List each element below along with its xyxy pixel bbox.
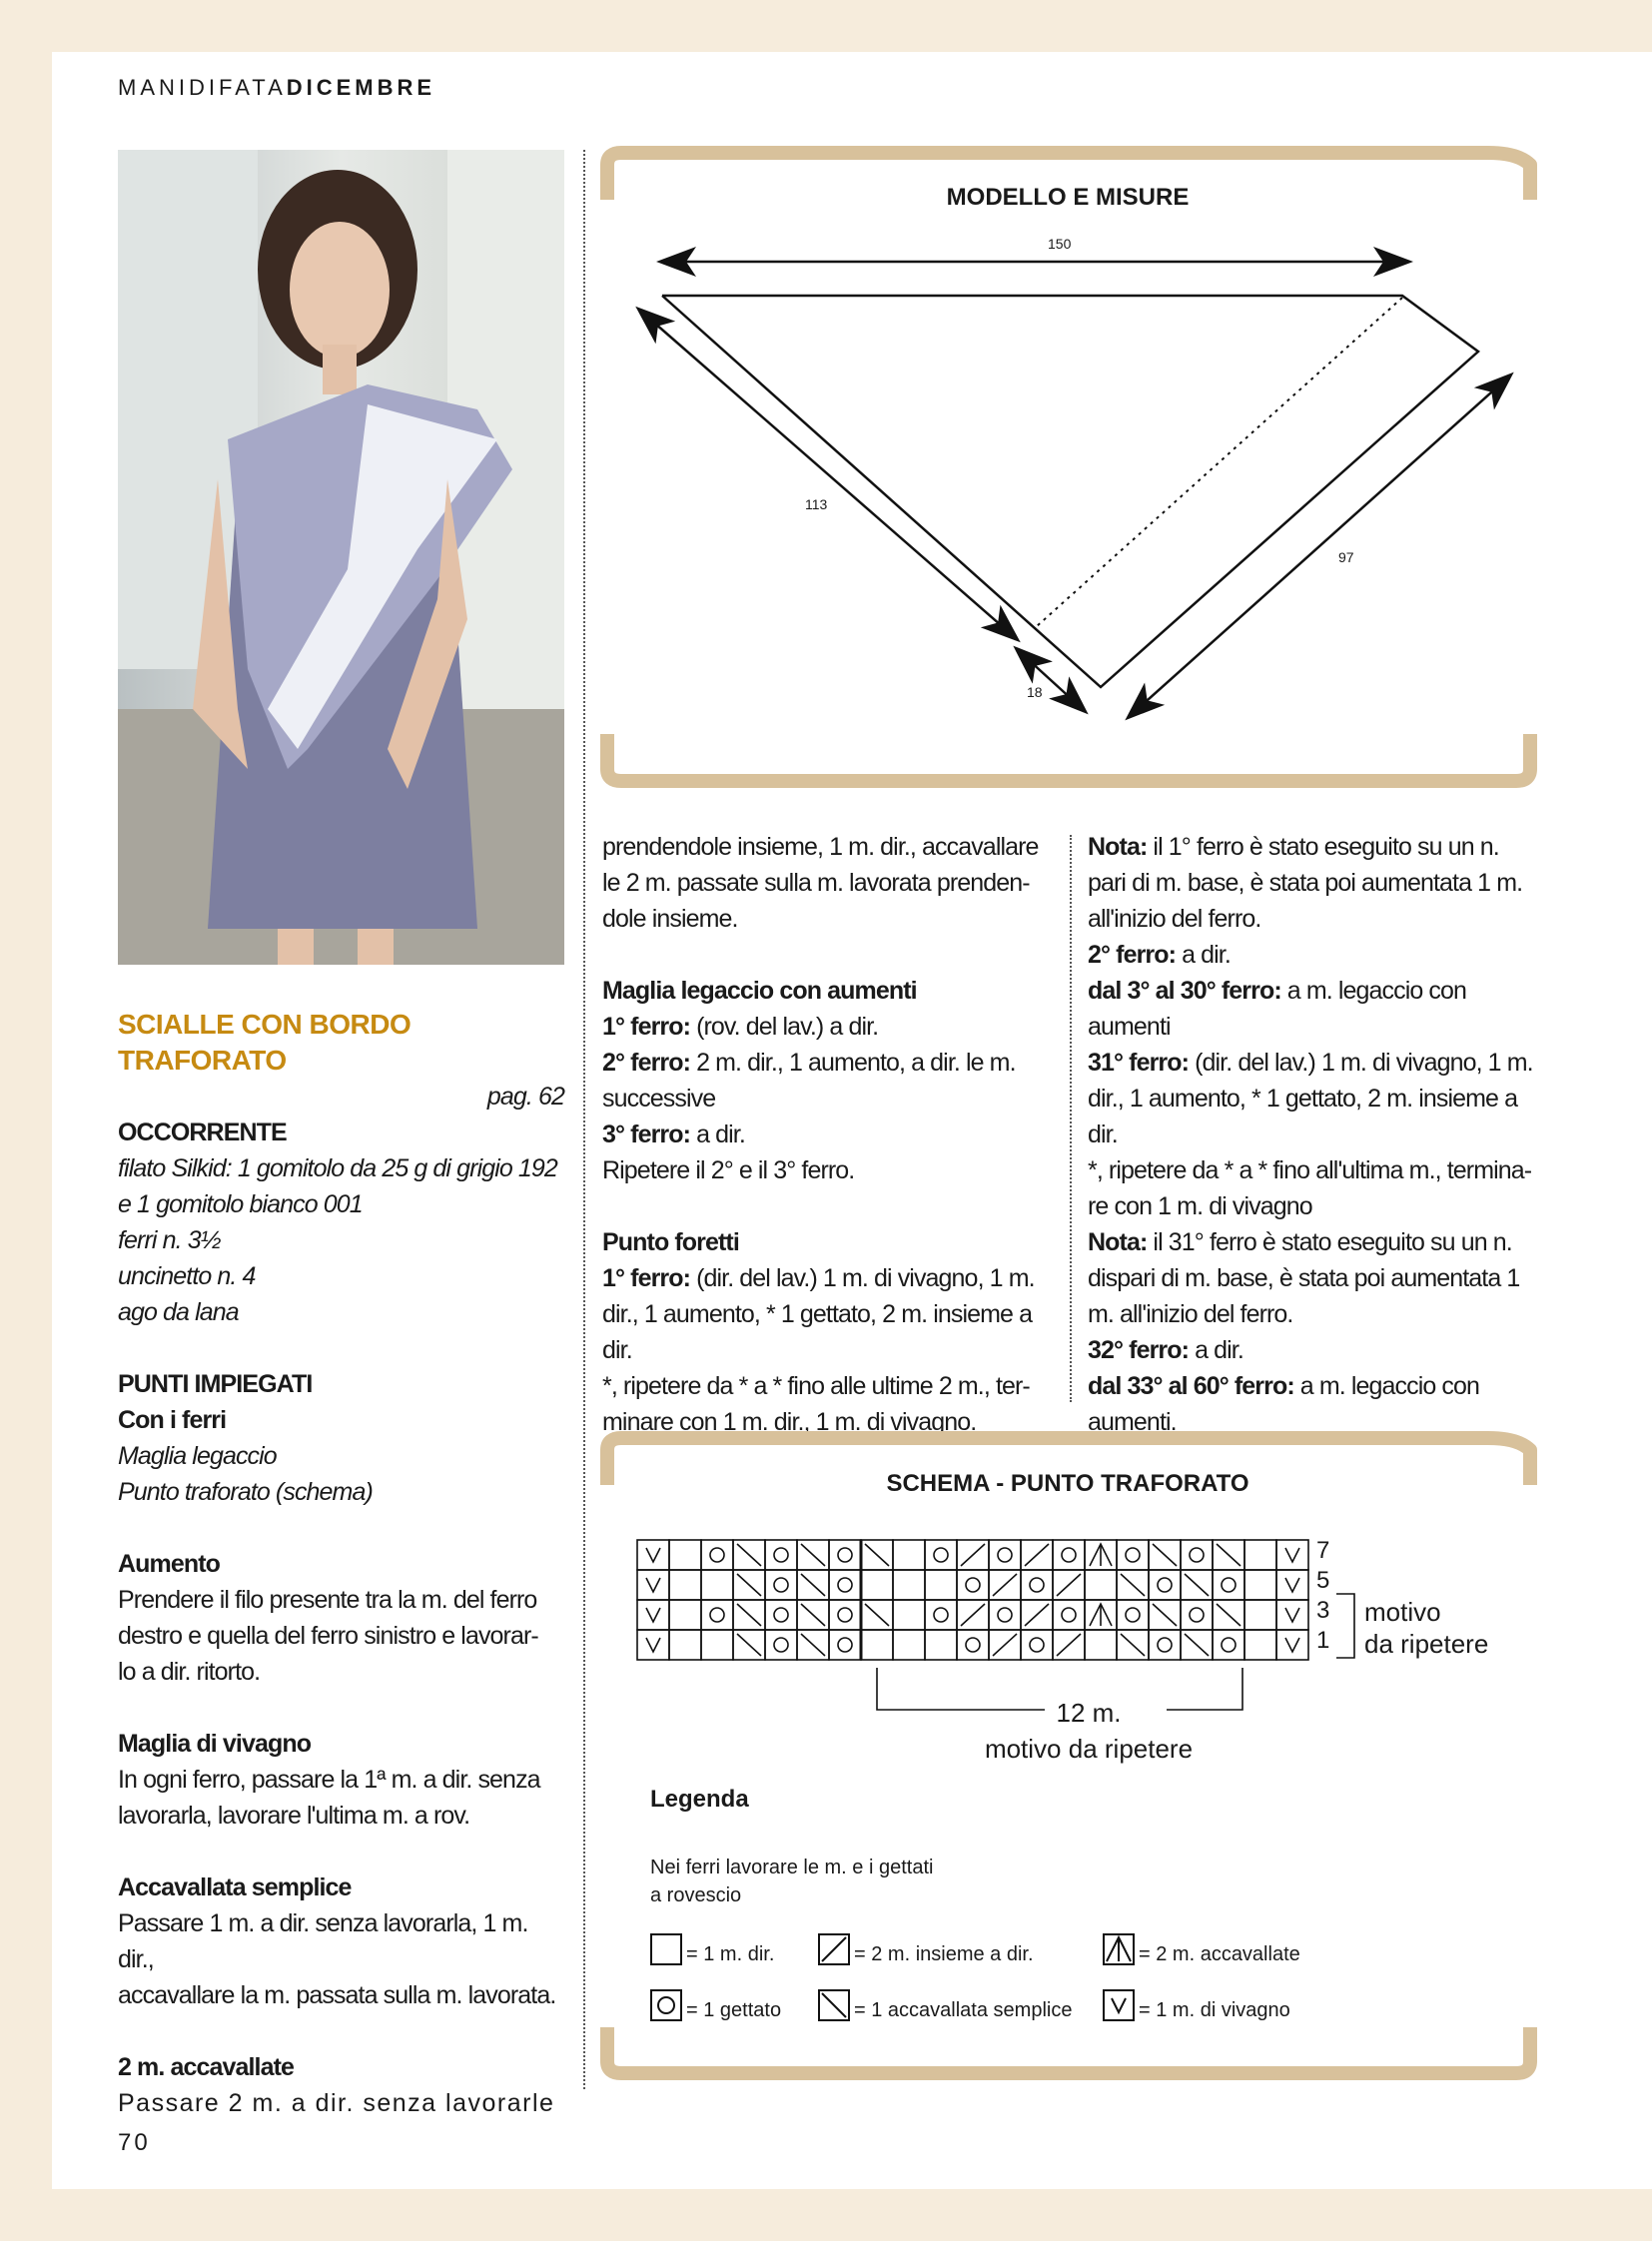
motivo-text: motivo xyxy=(1364,1597,1441,1627)
row-text: (rov. del lav.) a dir. xyxy=(690,1013,879,1041)
row-text: a dir. xyxy=(1189,1336,1243,1364)
legend-note-line: Nei ferri lavorare le m. e i gettati xyxy=(650,1857,934,1878)
row-label: 2° ferro: xyxy=(1088,941,1177,969)
punto-item: Maglia legaccio xyxy=(118,1442,277,1470)
legend-gettato: = 1 gettato xyxy=(686,1999,782,2021)
row-1 xyxy=(602,1009,1054,1045)
measure-right: 97 xyxy=(1338,549,1354,565)
row-number: 1 xyxy=(1316,1627,1330,1654)
title-line-2: TRAFORATO xyxy=(118,1045,287,1076)
knitting-chart xyxy=(635,1538,1314,1668)
nota-1-cont: pari di m. base, è stata poi aumentata 1 m. xyxy=(1088,869,1523,897)
occorrente-heading: OCCORRENTE xyxy=(118,1119,287,1146)
magazine-header xyxy=(118,75,435,101)
row-number: 7 xyxy=(1316,1537,1330,1564)
column-instructions-1 xyxy=(602,829,1054,1440)
intro-line: le 2 m. passate sulla m. lavorata prenden- xyxy=(602,869,1030,897)
row-number: 5 xyxy=(1316,1567,1330,1594)
motivo-label xyxy=(1364,1596,1488,1660)
row-3-30-cont: aumenti xyxy=(1088,1013,1171,1041)
accavallata-line: accavallare la m. passata sulla m. lavorata. xyxy=(118,1981,556,2009)
accavallate2-heading: 2 m. accavallate xyxy=(118,2053,295,2081)
row-2 xyxy=(1088,937,1539,973)
con-ferri-heading: Con i ferri xyxy=(118,1406,227,1434)
measure-top: 150 xyxy=(1048,236,1072,252)
repeat-width: 12 m. xyxy=(1056,1698,1122,1728)
aumento-heading: Aumento xyxy=(118,1550,221,1578)
row-text: a dir. xyxy=(690,1120,745,1148)
foretti-cont: *, ripetere da * a * fino alle ultime 2 m., ter- xyxy=(602,1372,1030,1400)
foretti-cont: dir., 1 aumento, * 1 gettato, 2 m. insieme a dir. xyxy=(602,1300,1033,1364)
column-instructions-2 xyxy=(1088,829,1539,1440)
occorrente-line: uncinetto n. 4 xyxy=(118,1262,256,1290)
selvage-icon xyxy=(1103,1989,1135,2021)
legaccio-heading: Maglia legaccio con aumenti xyxy=(602,977,917,1005)
measure-bottom: 18 xyxy=(1027,684,1043,700)
note-text: il 31° ferro è stato eseguito su un n. xyxy=(1147,1228,1512,1256)
accavallata-heading: Accavallata semplice xyxy=(118,1873,352,1901)
punto-item: Punto traforato (schema) xyxy=(118,1478,373,1506)
knit-stitch-icon xyxy=(650,1933,682,1965)
legend-dir: = 1 m. dir. xyxy=(686,1943,775,1965)
legend-insieme: = 2 m. insieme a dir. xyxy=(854,1943,1034,1965)
nota-1-cont: all'inizio del ferro. xyxy=(1088,905,1261,933)
foretti-cont: minare con 1 m. dir., 1 m. di vivagno. xyxy=(602,1408,977,1436)
accavallate2-line: Passare 2 m. a dir. senza lavorarle xyxy=(118,2089,555,2117)
legend-note-line: a rovescio xyxy=(650,1884,742,1906)
da-ripetere-text: da ripetere xyxy=(1364,1629,1489,1659)
row-number: 3 xyxy=(1316,1597,1330,1624)
repeat-sub: motivo da ripetere xyxy=(984,1734,1194,1764)
row-3 xyxy=(602,1117,1054,1152)
intro-line: dole insieme. xyxy=(602,905,738,933)
shawl-measure-diagram xyxy=(599,230,1538,729)
occorrente-line: filato Silkid: 1 gomitolo da 25 g di grigio 192 xyxy=(118,1154,557,1182)
double-decrease-icon xyxy=(1103,1933,1135,1965)
accavallata-line: Passare 1 m. a dir. senza lavorarla, 1 m. dir., xyxy=(118,1909,528,1973)
legend-semplice: = 1 accavallata semplice xyxy=(854,1999,1073,2021)
row-3-30 xyxy=(1088,973,1539,1009)
legend-note xyxy=(650,1854,933,1909)
repeat-note: Ripetere il 2° e il 3° ferro. xyxy=(602,1156,855,1184)
schema-title: SCHEMA - PUNTO TRAFORATO xyxy=(886,1470,1249,1497)
row-31 xyxy=(1088,1045,1539,1081)
shawl-photo-illustration xyxy=(118,150,564,965)
occorrente-line: ferri n. 3½ xyxy=(118,1226,221,1254)
legend-vivagno: = 1 m. di vivagno xyxy=(1139,1999,1290,2021)
nota-2-cont: m. all'inizio del ferro. xyxy=(1088,1300,1293,1328)
aumento-line: destro e quella del ferro sinistro e lavorar- xyxy=(118,1622,538,1650)
aumento-line: lo a dir. ritorto. xyxy=(118,1658,261,1686)
row-31-cont: *, ripetere da * a * fino all'ultima m., termina- xyxy=(1088,1156,1532,1184)
vivagno-line: In ogni ferro, passare la 1ª m. a dir. senza xyxy=(118,1766,540,1794)
brand: MANIDIFATA xyxy=(118,75,287,100)
nota-2-cont: dispari di m. base, è stata poi aumentata 1 xyxy=(1088,1264,1520,1292)
nota-2 xyxy=(1088,1224,1539,1260)
row-label: 1° ferro: xyxy=(602,1013,691,1041)
diagram-title: MODELLO E MISURE xyxy=(946,184,1190,211)
row-text: a dir. xyxy=(1176,941,1231,969)
row-2-cont: successive xyxy=(602,1085,716,1113)
row-text: (dir. del lav.) 1 m. di vivagno, 1 m. xyxy=(1189,1049,1533,1077)
yarn-over-icon xyxy=(650,1989,682,2021)
row-label: 3° ferro: xyxy=(602,1120,691,1148)
title-line-1: SCIALLE CON BORDO xyxy=(118,1009,412,1040)
intro-line: prendendole insieme, 1 m. dir., accavallare xyxy=(602,833,1039,861)
row-text: 2 m. dir., 1 aumento, a dir. le m. xyxy=(690,1049,1016,1077)
k2tog-icon xyxy=(818,1933,850,1965)
punti-heading: PUNTI IMPIEGATI xyxy=(118,1370,313,1398)
column-divider xyxy=(1070,835,1072,1402)
row-text: a m. legaccio con xyxy=(1280,977,1467,1005)
row-31-cont: dir., 1 aumento, * 1 gettato, 2 m. insieme a dir. xyxy=(1088,1085,1518,1148)
occorrente-line: e 1 gomitolo bianco 001 xyxy=(118,1190,363,1218)
note-text: il 1° ferro è stato eseguito su un n. xyxy=(1147,833,1499,861)
note-label: Nota: xyxy=(1088,1228,1148,1256)
row-2 xyxy=(602,1045,1054,1081)
foretti-heading: Punto foretti xyxy=(602,1228,739,1256)
row-label: 31° ferro: xyxy=(1088,1049,1190,1077)
measure-left: 113 xyxy=(805,496,828,512)
nota-1 xyxy=(1088,829,1539,865)
row-label: 1° ferro: xyxy=(602,1264,691,1292)
page-number: 70 xyxy=(118,2129,151,2156)
note-label: Nota: xyxy=(1088,833,1148,861)
skp-icon xyxy=(818,1989,850,2021)
motivo-bracket xyxy=(1328,1592,1368,1662)
row-label: 2° ferro: xyxy=(602,1049,691,1077)
vivagno-heading: Maglia di vivagno xyxy=(118,1730,312,1758)
column-divider xyxy=(583,150,585,2089)
foretti-row-1 xyxy=(602,1260,1054,1296)
row-text: a m. legaccio con xyxy=(1293,1372,1480,1400)
row-33-60 xyxy=(1088,1368,1539,1404)
occorrente-line: ago da lana xyxy=(118,1298,239,1326)
article-title xyxy=(118,1007,564,1079)
row-label: 32° ferro: xyxy=(1088,1336,1190,1364)
legend-accavallate: = 2 m. accavallate xyxy=(1139,1943,1300,1965)
row-text: (dir. del lav.) 1 m. di vivagno, 1 m. xyxy=(690,1264,1035,1292)
row-label: dal 3° al 30° ferro: xyxy=(1088,977,1281,1005)
vivagno-line: lavorarla, lavorare l'ultima m. a rov. xyxy=(118,1802,470,1830)
row-32 xyxy=(1088,1332,1539,1368)
aumento-line: Prendere il filo presente tra la m. del ferro xyxy=(118,1586,537,1614)
page-reference: pag. 62 xyxy=(486,1083,564,1111)
column-materials xyxy=(118,1007,564,2121)
row-33-60-cont: aumenti. xyxy=(1088,1408,1177,1436)
row-31-cont: re con 1 m. di vivagno xyxy=(1088,1192,1312,1220)
model-photo xyxy=(118,150,564,965)
row-label: dal 33° al 60° ferro: xyxy=(1088,1372,1294,1400)
legend-heading: Legenda xyxy=(650,1786,749,1813)
month: DICEMBRE xyxy=(286,75,436,100)
